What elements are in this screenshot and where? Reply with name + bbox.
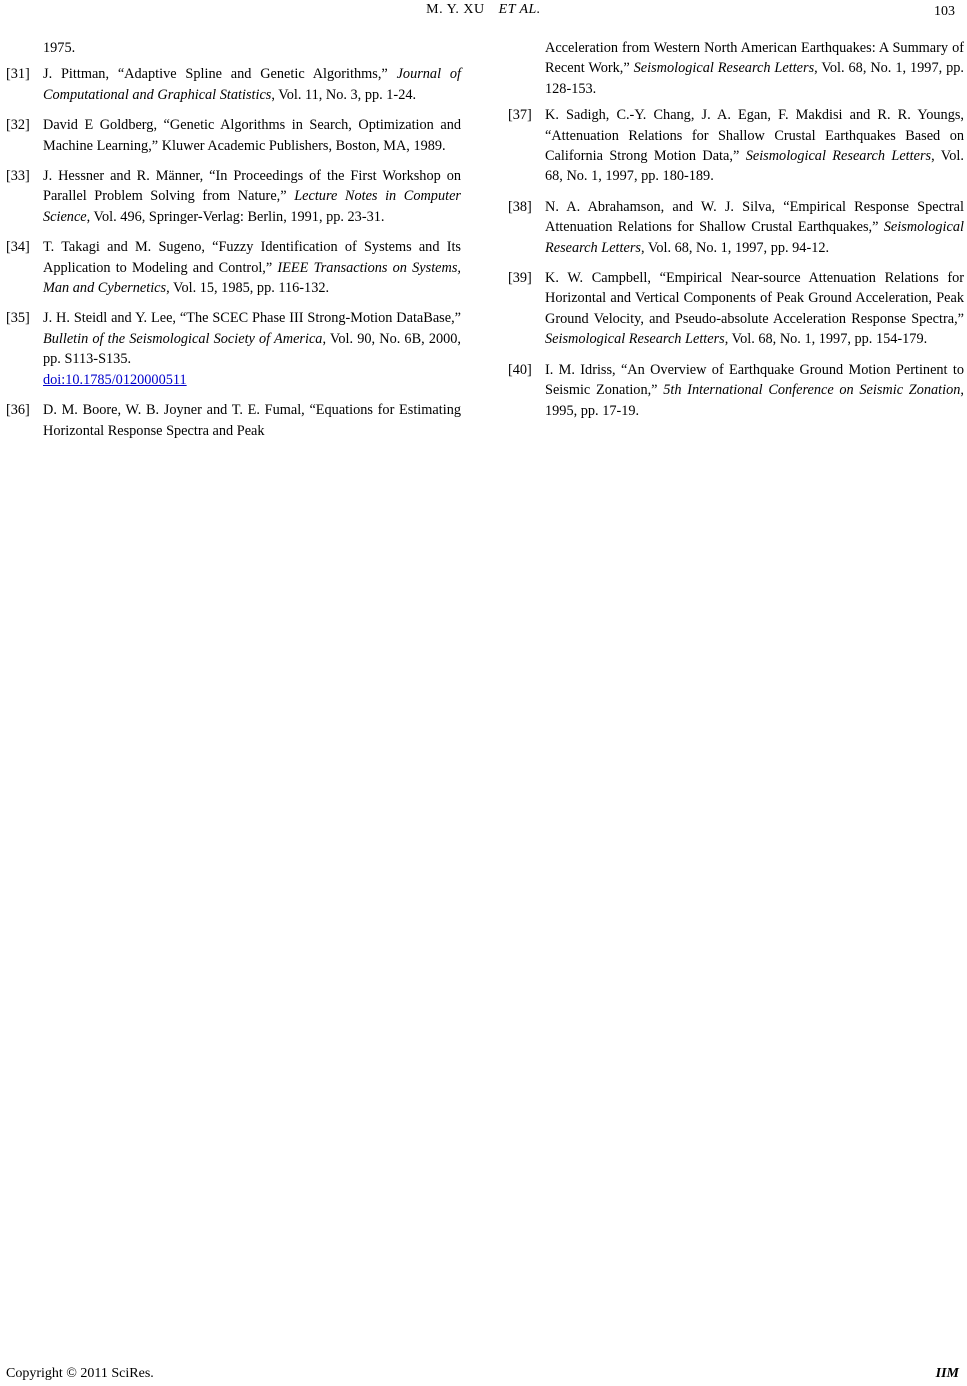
reference-details: , 1995, pp. 17-19. xyxy=(545,382,964,419)
reference-text: David E Goldberg, “Genetic Algorithms in Search, Optimization and Machine Learning,” Kluwer Academic Publishers, Boston, MA, 1989. xyxy=(43,117,461,154)
reference-details: , Vol. 496, Springer-Verlag: Berlin, 1991, pp. 23-31. xyxy=(86,208,385,225)
reference-37 xyxy=(508,105,964,187)
reference-number: [38] xyxy=(508,198,532,215)
reference-text: N. A. Abrahamson, and W. J. Silva, “Empirical Response Spectral Attenuation Relations for Shallow Crustal Earthquakes,” xyxy=(545,198,964,236)
reference-text: J. H. Steidl and Y. Lee, “The SCEC Phase III Strong-Motion DataBase,” xyxy=(43,310,461,327)
reference-text: K. Sadigh, C.-Y. Chang, J. A. Egan, F. Makdisi and R. R. Youngs, “Attenuation Relations for Shallow Crustal Earthquakes Based on California Strong Motion Data,” xyxy=(545,107,964,165)
reference-number: [33] xyxy=(6,168,30,185)
reference-journal: Journal of Computational and Graphical Statistics xyxy=(43,66,461,103)
reference-39 xyxy=(508,268,964,350)
left-column xyxy=(6,38,461,451)
footer-copyright: Copyright © 2011 SciRes. xyxy=(6,1366,154,1381)
reference-31 xyxy=(6,64,461,105)
reference-details: , Vol. 90, No. 6B, 2000, pp. S113-S135. xyxy=(43,330,461,368)
reference-33 xyxy=(6,166,461,227)
reference-journal: Seismological Research Letters xyxy=(545,219,964,256)
reference-details: , Vol. 68, No. 1, 1997, pp. 180-189. xyxy=(545,148,964,185)
footer-journal-abbrev: IIM xyxy=(935,1366,959,1381)
reference-text: Acceleration from Western North American Earthquakes: A Summary of Recent Work,” xyxy=(545,40,964,77)
reference-details: , Vol. 15, 1985, pp. 116-132. xyxy=(166,280,330,297)
reference-details: , Vol. 11, No. 3, pp. 1-24. xyxy=(271,86,417,103)
right-continuation xyxy=(508,38,964,99)
reference-journal: Seismological Research Letters xyxy=(745,148,932,165)
doi-link[interactable]: doi:10.1785/0120000511 xyxy=(43,371,187,388)
reference-journal: Bulletin of the Seismological Society of America xyxy=(43,330,323,347)
reference-text: D. M. Boore, W. B. Joyner and T. E. Fumal, “Equations for Estimating Horizontal Response Spectra and Peak xyxy=(43,402,461,439)
reference-journal: 5th International Conference on Seismic Zonation xyxy=(663,382,961,399)
reference-journal: Lecture Notes in Computer Science xyxy=(43,188,461,225)
reference-number: [32] xyxy=(6,117,30,134)
reference-number: [37] xyxy=(508,107,532,124)
reference-number: [35] xyxy=(6,310,30,327)
reference-text: J. Hessner and R. Männer, “In Proceedings of the First Workshop on Parallel Problem Solving from Nature,” xyxy=(43,168,461,205)
page-number: 103 xyxy=(934,4,955,19)
reference-34 xyxy=(6,237,461,298)
header-et-al: ET AL. xyxy=(498,2,541,17)
reference-text: J. Pittman, “Adaptive Spline and Genetic Algorithms,” xyxy=(43,66,397,83)
reference-details: , Vol. 68, No. 1, 1997, pp. 154-179. xyxy=(724,331,928,348)
reference-number: [34] xyxy=(6,239,30,256)
reference-text: I. M. Idriss, “An Overview of Earthquake Ground Motion Pertinent to Seismic Zonation,” xyxy=(545,361,964,399)
reference-journal: IEEE Transactions on Systems, Man and Cybernetics xyxy=(43,259,461,297)
reference-number: [39] xyxy=(508,270,532,287)
reference-35 xyxy=(6,308,461,390)
reference-text: K. W. Campbell, “Empirical Near-source Attenuation Relations for Horizontal and Vertical Components of Peak Ground Acceleration, Peak Ground Velocity, and Pseudo-absolute Acceleration Response Spectra,” xyxy=(545,270,964,327)
reference-number: [31] xyxy=(6,66,30,83)
reference-text: T. Takagi and M. Sugeno, “Fuzzy Identification of Systems and Its Application to Modeling and Control,” xyxy=(43,239,461,276)
right-column xyxy=(508,38,964,431)
reference-number: [36] xyxy=(6,402,30,419)
reference-36 xyxy=(6,400,461,441)
left-continuation: 1975. xyxy=(43,40,76,56)
running-header xyxy=(0,0,967,20)
reference-details: , Vol. 68, No. 1, 1997, pp. 128-153. xyxy=(545,60,964,97)
reference-32 xyxy=(6,115,461,156)
reference-38 xyxy=(508,197,964,258)
reference-number: [40] xyxy=(508,361,532,378)
reference-details: , Vol. 68, No. 1, 1997, pp. 94-12. xyxy=(640,239,830,256)
reference-40 xyxy=(508,360,964,421)
reference-journal: Seismological Research Letters xyxy=(633,60,815,77)
header-authors: M. Y. XU xyxy=(426,2,485,17)
reference-journal: Seismological Research Letters xyxy=(545,331,725,348)
